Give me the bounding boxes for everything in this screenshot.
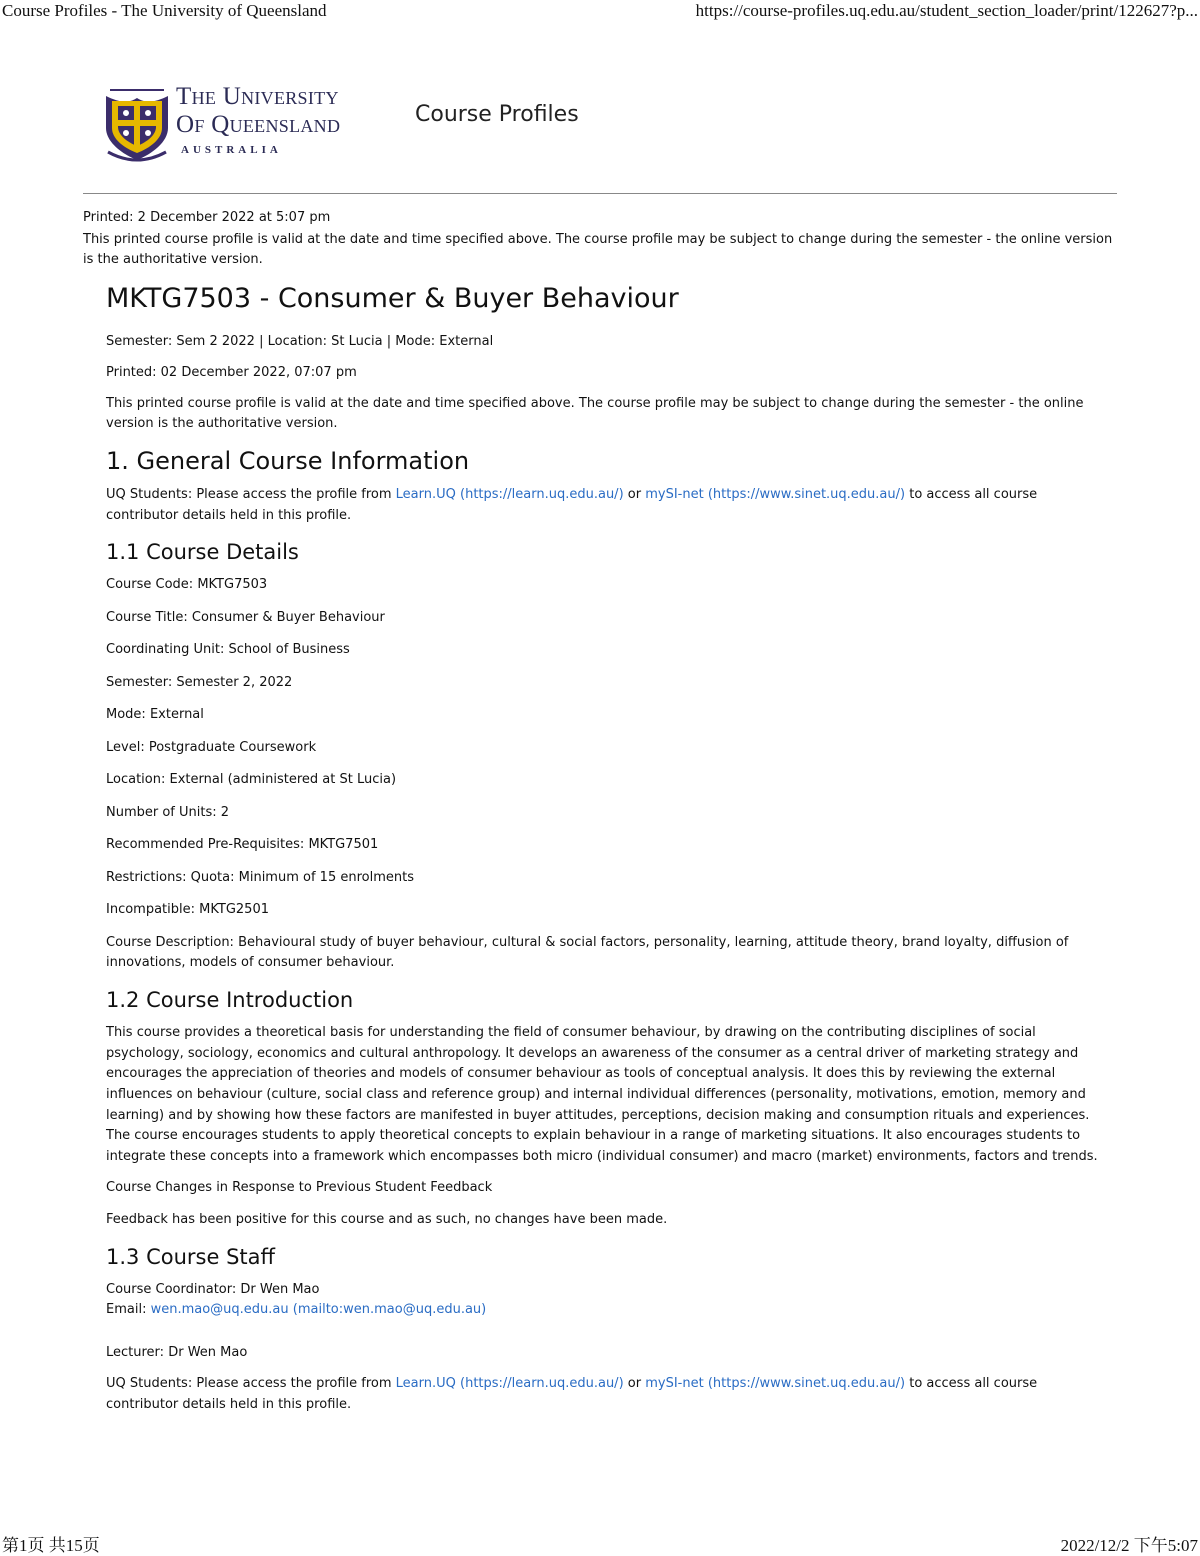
course-detail-field [106,835,1106,855]
section-details-heading: 1.1 Course Details [106,540,299,565]
field-value: Behavioural study of buyer behaviour, cultural & social factors, personality, learning, attitude theory, brand loyalty, diffusion of innovations, models of consumer behaviour. [106,934,1069,970]
field-label: Level: [106,739,145,755]
field-label: Number of Units: [106,804,217,820]
meta-mode-value: External [439,334,494,349]
field-label: Course Code: [106,577,194,593]
header-divider [83,193,1117,194]
learn-uq-link[interactable]: Learn.UQ (https://learn.uq.edu.au/) [395,487,624,502]
section-introduction-heading: 1.2 Course Introduction [106,988,354,1013]
field-label: Semester: [106,674,173,690]
field-label: Mode: [106,707,146,723]
course-detail-field [106,705,1106,725]
print-page-url: https://course-profiles.uq.edu.au/student_section_loader/print/122627?p... [695,1,1198,20]
access-text: UQ Students: Please access the profile from [106,487,396,502]
course-detail-field [106,803,1106,823]
logo-text-line1: The University [176,83,339,110]
field-label: Coordinating Unit: [106,642,225,658]
field-value: Quota: Minimum of 15 enrolments [190,869,414,885]
field-value: MKTG7501 [308,837,379,853]
section-general-heading: 1. General Course Information [106,447,470,475]
email-label: Email: [106,1302,147,1318]
meta-semester-value: Sem 2 2022 [176,334,255,349]
course-profile-content [106,280,1106,1427]
course-detail-field [106,608,1106,628]
course-printed: Printed: 02 December 2022, 07:07 pm [106,365,357,380]
meta-mode-label: Mode: [395,334,436,349]
mysi-net-link[interactable]: mySI-net (https://www.sinet.uq.edu.au/) [645,1376,906,1392]
field-label: Course Title: [106,609,188,625]
uq-logo[interactable] [104,82,370,162]
access-text: UQ Students: Please access the profile from [106,1376,396,1392]
field-value: Semester 2, 2022 [176,674,293,690]
access-or: or [623,1376,646,1392]
course-changes-body: Feedback has been positive for this course and as such, no changes have been made. [106,1211,668,1227]
section-staff-heading: 1.3 Course Staff [106,1244,275,1269]
field-value: 2 [220,804,230,820]
uq-crest-icon [104,82,170,162]
access-or: or [623,487,646,502]
course-changes-heading: Course Changes in Response to Previous Student Feedback [106,1180,493,1196]
coordinator-block [106,1280,1106,1321]
field-label: Restrictions: [106,869,187,885]
coordinator-name: Dr Wen Mao [240,1281,320,1297]
logo-text-line2: Of Queensland [176,111,341,138]
field-label: Recommended Pre-Requisites: [106,837,305,853]
site-title[interactable]: Course Profiles [415,102,579,127]
print-page-title: Course Profiles - The University of Queensland [2,1,327,20]
course-detail-field [106,673,1106,693]
logo-text-line3: AUSTRALIA [181,144,282,156]
course-meta-line [106,332,1106,352]
meta-location-value: St Lucia [331,334,383,349]
field-value: MKTG2501 [199,902,269,918]
meta-semester-label: Semester: [106,334,173,349]
field-value: MKTG7503 [197,577,268,593]
course-heading: MKTG7503 - Consumer & Buyer Behaviour [106,283,679,314]
meta-separator: | [386,334,392,349]
learn-uq-link[interactable]: Learn.UQ (https://learn.uq.edu.au/) [395,1376,624,1392]
field-value: Postgraduate Coursework [148,739,317,755]
course-detail-field [106,575,1106,595]
meta-location-label: Location: [267,334,328,349]
coordinator-label: Course Coordinator: [106,1281,237,1297]
field-label: Course Description: [106,934,234,950]
introduction-body: This course provides a theoretical basis for understanding the field of consumer behaviour, by drawing on the contributing disciplines of social psychology, sociology, economics and cultural anthropology. It develops an awareness of the consumer as a central driver of marketing strategy and encourages the appreciation of theories and models of consumer behaviour as tools of conceptual analysis. It does this by reviewing the external influences on behaviour (culture, social class and reference group) and internal individual differences (personality, motivations, emotion, memory and learning) and by showing how these factors are manifested in buyer attitudes, perceptions, decision making and consumption rituals and experiences. The course encourages students to apply theoretical concepts to explain behaviour in a range of marketing situations. It also encourages students to integrate these concepts into a framework which encompasses both micro (individual consumer) and macro (market) environments, factors and trends. [106,1025,1098,1164]
printed-timestamp: Printed: 2 December 2022 at 5:07 pm [83,210,331,225]
field-value: External (administered at St Lucia) [169,772,397,788]
staff-access-note [106,1374,1106,1415]
course-detail-field [106,868,1106,888]
footer-datetime: 2022/12/2 下午5:07 [1060,1536,1198,1555]
coordinator-email-link[interactable]: wen.mao@uq.edu.au (mailto:wen.mao@uq.edu.au) [150,1302,487,1318]
access-text-end: to access all course contributor details held in this profile. [106,487,1038,523]
page-number: 第1页 共15页 [2,1536,100,1555]
course-detail-field [106,738,1106,758]
field-label: Location: [106,772,166,788]
field-value: Consumer & Buyer Behaviour [191,609,385,625]
field-value: School of Business [228,642,350,658]
print-footer [0,1527,1200,1553]
mysi-net-link[interactable]: mySI-net (https://www.sinet.uq.edu.au/) [645,487,906,502]
meta-separator: | [259,334,264,349]
general-access-note [106,485,1106,526]
course-detail-field [106,900,1106,920]
course-validity-notice: This printed course profile is valid at the date and time specified above. The course profile may be subject to change during the semester - the online version is the authoritative version. [106,396,1084,431]
field-value: External [149,707,204,723]
print-header [0,0,1200,26]
lecturer-line [106,1343,1106,1364]
access-text-end: to access all course contributor details held in this profile. [106,1376,1038,1412]
course-details-list [106,575,1106,973]
validity-notice: This printed course profile is valid at the date and time specified above. The course profile may be subject to change during the semester - the online version is the authoritative version. [83,232,1113,267]
course-detail-field [106,770,1106,790]
course-detail-field [106,640,1106,660]
field-label: Incompatible: [106,902,196,918]
lecturer-name: Dr Wen Mao [168,1344,248,1360]
lecturer-label: Lecturer: [106,1344,165,1360]
course-detail-field [106,933,1106,973]
